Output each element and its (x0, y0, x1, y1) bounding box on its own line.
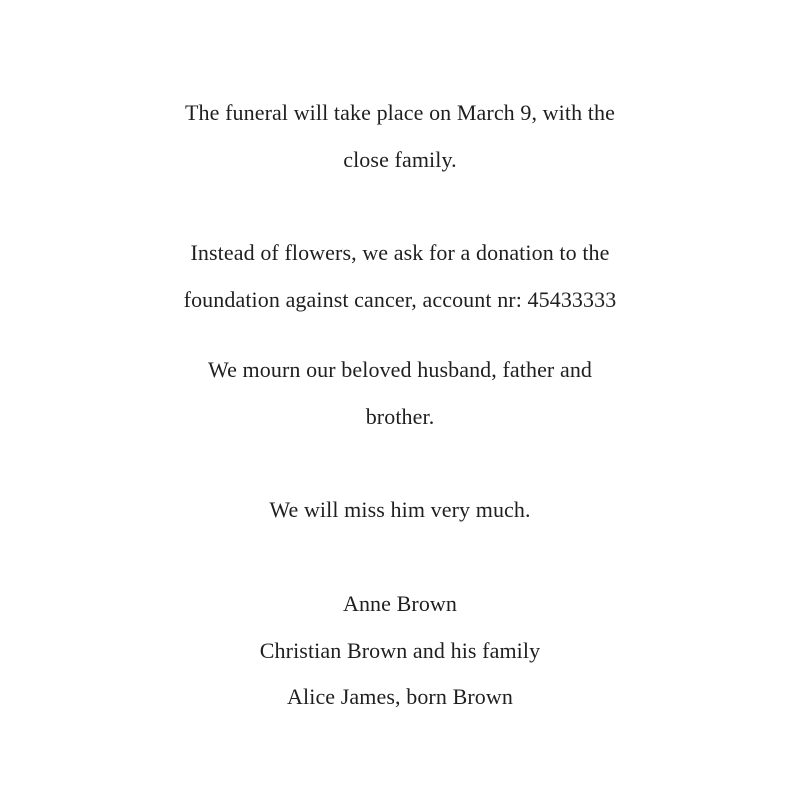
miss-text: We will miss him very much. (269, 497, 531, 522)
donation-text-line-2: foundation against cancer, account nr: 45433333 (183, 287, 617, 312)
mourning-text-line-1: We mourn our beloved husband, father and (207, 357, 593, 382)
signatory-alice: Alice James, born Brown (287, 684, 513, 709)
mourning-text-line-2: brother. (365, 404, 435, 429)
funeral-text-line-1: The funeral will take place on March 9, with the (185, 100, 615, 125)
donation-text-line-1: Instead of flowers, we ask for a donation to the (190, 240, 610, 265)
signatory-christian: Christian Brown and his family (259, 638, 541, 663)
funeral-text-line-2: close family. (343, 147, 457, 172)
signatory-anne: Anne Brown (342, 591, 458, 616)
